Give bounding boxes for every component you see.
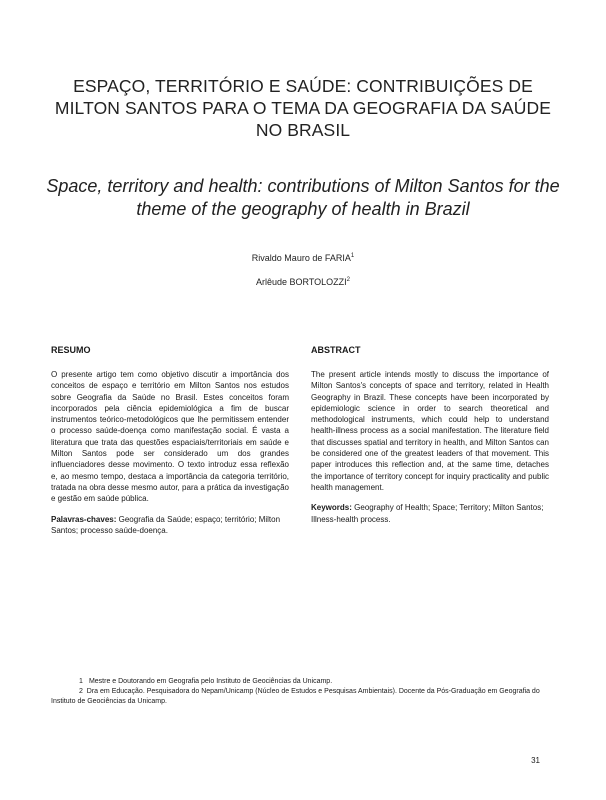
footnote-1 (51, 677, 555, 687)
article-title: ESPAÇO, TERRITÓRIO E SAÚDE: CONTRIBUIÇÕES DE MILTON SANTOS PARA O TEMA DA GEOGRAFIA DA SAÚDE NO BRASIL (54, 76, 552, 140)
footnotes (51, 677, 555, 707)
abstract-text: The present article intends mostly to discuss the importance of Milton Santos's concepts of space and territory, related in Health Geography in Brazil. These concepts have been incorporated by epidemiologic science in order to search theoretical and methodological instruments, which could help to understand health-illness process as a social manifestation. The literature field that discusses spatial and territory in health, and Milton Santos can be considered one of the greatest leaders of that movement. This paper introduces this reflection and, at the same time, detaches the importance of territory concept for inquiry practicality and public health management. (311, 370, 549, 492)
author-name: Rivaldo Mauro de FARIA (251, 253, 351, 263)
keywords-label: Palavras-chaves: (51, 514, 117, 524)
keywords-label: Keywords: (311, 503, 352, 513)
page-number: 31 (531, 756, 540, 765)
resumo-keywords (51, 514, 289, 537)
footnote-number: 2 (79, 688, 83, 695)
keywords-list: Geography of Health; Space; Territory; Milton Santos; Illness-health process. (311, 503, 544, 524)
abstract-section (311, 345, 549, 525)
footnote-text: Dra em Educação. Pesquisadora do Nepam/Unicamp (Núcleo de Estudos e Pesquisas Ambientais). Docente da Pós-Graduação em Geografia do Instituto de Geociências da Unicamp. (51, 688, 540, 705)
resumo-section (51, 345, 289, 536)
author-footnote-mark: 2 (346, 277, 351, 283)
author-name: Arlêude BORTOLOZZI (255, 277, 347, 287)
footnote-number: 1 (79, 678, 83, 685)
author-2 (0, 277, 606, 287)
keywords-list: Geografia da Saúde; espaço; território; Milton Santos; processo saúde-doença. (51, 514, 281, 535)
footnote-2 (51, 687, 555, 707)
author-footnote-mark: 1 (350, 253, 355, 259)
author-1 (0, 253, 606, 263)
abstract-keywords (311, 502, 549, 525)
resumo-heading: RESUMO (51, 345, 91, 355)
article-subtitle: Space, territory and health: contributions of Milton Santos for the theme of the geography of health in Brazil (46, 176, 560, 219)
resumo-text: O presente artigo tem como objetivo discutir a importância dos conceitos de espaço e território em Milton Santos nos estudos sobre Geografia da Saúde no Brasil. Estes conceitos foram incorporados pela ciência epidemiológica a fim de buscar instrumentos teórico-metodológicos que lhe permitissem entender o processo saúde-doença como manifestação social. É vasta a literatura que trata das questões espaciais/territoriais em saúde e Milton Santos pode ser considerado um dos grandes influenciadores desse movimento. O texto introduz essa reflexão e, ao mesmo tempo, destaca a importância da categoria território, tratada na obra desse mesmo autor, para a prática da investigação e gestão em saúde pública. (51, 370, 289, 504)
footnote-text: Mestre e Doutorando em Geografia pelo Instituto de Geociências da Unicamp. (88, 678, 333, 685)
abstract-heading: ABSTRACT (311, 345, 361, 355)
